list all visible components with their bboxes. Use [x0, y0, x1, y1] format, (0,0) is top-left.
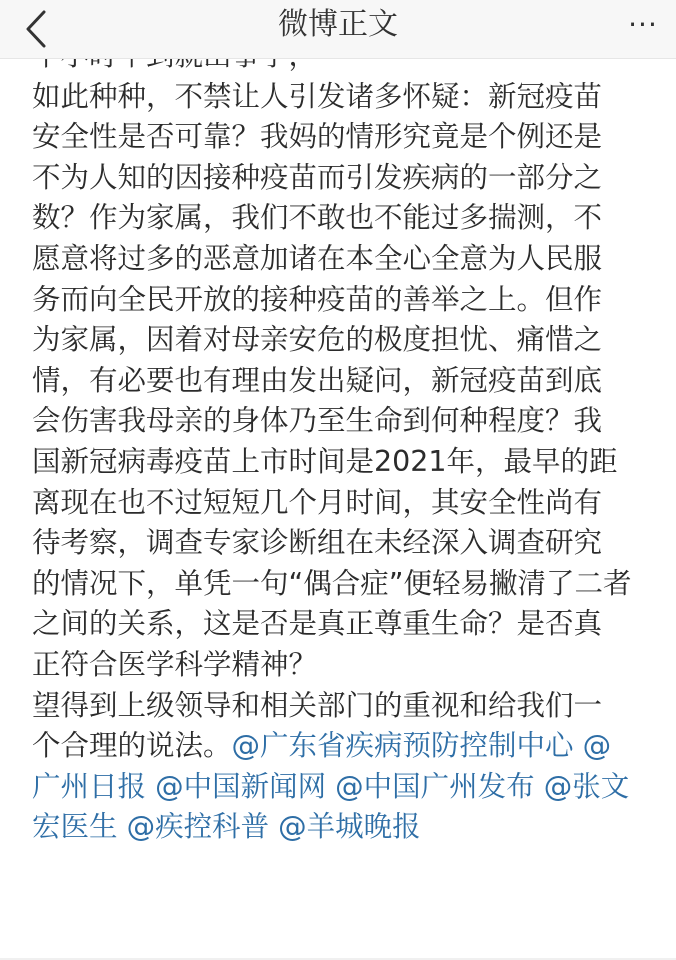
mention-link-part[interactable]: 宏医生 [32, 810, 118, 844]
text-line: 数？作为家属，我们不敢也不能过多揣测，不 [32, 201, 603, 235]
text-line: 如此种种，不禁让人引发诸多怀疑：新冠疫苗 [32, 79, 603, 113]
text-line: 为家属，因着对母亲安危的极度担忧、痛惜之 [32, 323, 603, 357]
mention-link[interactable]: @疾控科普 [126, 810, 270, 844]
top-nav-bar [0, 0, 676, 59]
more-options-button[interactable]: ··· [628, 8, 658, 41]
text-line: 正符合医学科学精神？ [32, 647, 318, 681]
text-segment: 个合理的说法。 [32, 729, 232, 763]
text-line: 离现在也不过短短几个月时间，其安全性尚有 [32, 485, 603, 519]
text-line: 的情况下，单凭一句“偶合症”便轻易撇清了二者 [32, 566, 632, 600]
text-line: 会伤害我母亲的身体乃至生命到何种程度？我 [32, 404, 603, 438]
text-line: 国新冠病毒疫苗上市时间是2021年，最早的距 [32, 444, 618, 478]
text-line: 不为人知的因接种疫苗而引发疾病的一部分之 [32, 160, 603, 194]
text-line: 情，有必要也有理由发出疑问，新冠疫苗到底 [32, 363, 603, 397]
mention-link[interactable]: @羊城晚报 [278, 810, 421, 844]
text-line: 务而向全民开放的接种疫苗的善举之上。但作 [32, 282, 603, 316]
text-line: 安全性是否可靠？我妈的情形究竟是个例还是 [32, 120, 603, 154]
text-line: 之间的关系，这是否是真正尊重生命？是否真 [32, 607, 603, 641]
mention-link[interactable]: 广州日报 [32, 769, 147, 803]
mention-link[interactable]: @中国新闻网 [155, 769, 327, 803]
page-title: 微博正文 [278, 7, 398, 42]
mention-link[interactable]: @广东省疾病预防控制中心 [231, 729, 574, 763]
mention-link-part[interactable]: @张文 [543, 769, 630, 803]
mention-link[interactable]: @中国广州发布 [335, 769, 535, 803]
mention-link-start[interactable]: @ [582, 729, 612, 763]
mention-line [32, 767, 668, 808]
text-line-with-mention [32, 726, 668, 767]
text-line: 愿意将过多的恶意加诸在本全心全意为人民服 [32, 241, 603, 275]
post-body [32, 36, 668, 848]
text-line: 待考察，调查专家诊断组在未经深入调查研究 [32, 526, 603, 560]
text-line: 望得到上级领导和相关部门的重视和给我们一 [32, 688, 603, 722]
mention-line [32, 807, 668, 848]
